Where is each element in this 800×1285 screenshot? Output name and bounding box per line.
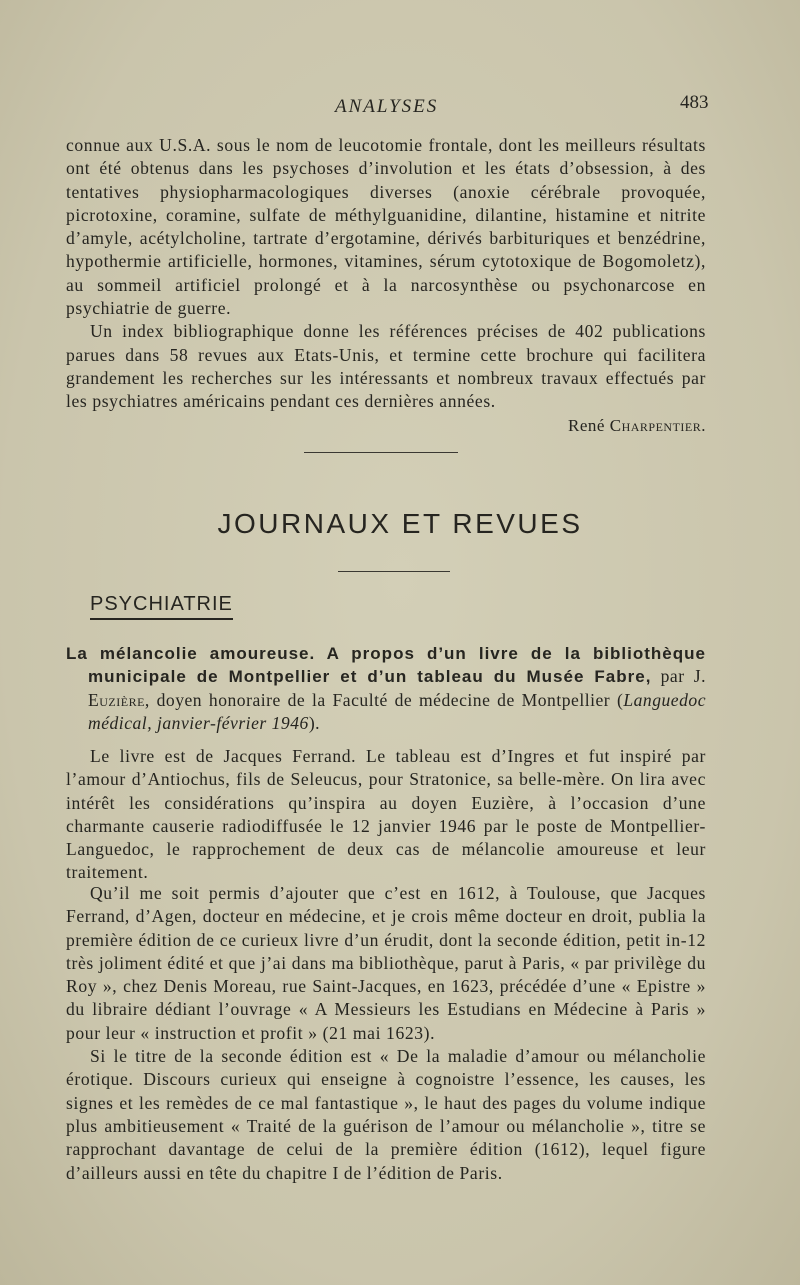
review-continued — [66, 134, 706, 437]
article-body — [66, 882, 706, 1185]
article-paragraph: Si le titre de la seconde édition est « De la maladie d’amour ou mélancholie érotique. Discours curieux qui enseigne à cognoistre l’essence, les causes, les signes et les remèdes de ce mal fantastique », le haut des pages du volume indique plus ambitieusement « Traité de la guérison de l’amour ou mélancholie », titre se rapprochant davantage de celui de la première édition (1612), lequel figure d’ailleurs aussi en tête du chapitre I de l’édition de Paris. — [66, 1046, 706, 1183]
signature-first-name: René — [568, 415, 605, 435]
divider-rule — [304, 452, 458, 453]
review-paragraph: connue aux U.S.A. sous le nom de leucotomie frontale, dont les meilleurs résultats ont été obtenus dans les psychoses d’involution et les états d’obsession, à des tentatives physiopharmacologiques diverses (anoxie cérébrale provoquée, picrotoxine, coramine, sulfate de méthylguanidine, dilantine, histamine et nitrite d’amyle, acétylcholine, tartrate d’ergotamine, dérivés barbituriques et benzédrine, hypothermie artificielle, hormones, vitamines, sérum cytotoxique de Bogomoletz), au sommeil artificiel prolongé et à la narcosynthèse ou psychonarcose en psychiatrie de guerre. — [66, 135, 706, 319]
review-signature — [66, 414, 706, 437]
article-paragraph: Le livre est de Jacques Ferrand. Le tableau est d’Ingres et fut inspiré par l’amour d’Antiochus, fils de Seleucus, pour Stratonice, sa belle-mère. On lira avec intérêt les considérations qu’inspira au doyen Euzière, à l’occasion d’une charmante causerie radiodiffusée le 12 janvier 1946 par le poste de Montpellier-Languedoc, le rapprochement de deux cas de mélancolie amoureuse et leur traitement. — [66, 746, 706, 883]
article-close: ). — [308, 712, 321, 733]
article-heading — [66, 642, 706, 735]
article-body — [66, 745, 706, 885]
review-paragraph: Un index bibliographique donne les références précises de 402 publications parues dans 58 revues aux Etats-Unis, et termine cette brochure qui facilitera grandement les recherches sur les intéressants et nombreux travaux effectués par les psychiatres américains pendant ces dernières années. — [66, 321, 706, 412]
article-affiliation: doyen honoraire de la Faculté de médecine de Montpellier ( — [156, 689, 624, 710]
running-head: ANALYSES — [335, 96, 439, 117]
article-author: J. Euzière, — [88, 666, 706, 710]
article-by: par — [660, 666, 685, 687]
page-number: 483 — [680, 92, 709, 113]
signature-last-name: Charpentier. — [609, 415, 706, 435]
section-title: JOURNAUX ET REVUES — [217, 508, 583, 539]
subsection-title: PSYCHIATRIE — [90, 593, 233, 620]
article-paragraph: Qu’il me soit permis d’ajouter que c’est en 1612, à Toulouse, que Jacques Ferrand, d’Agen, docteur en médecine, et je crois même docteur en droit, publia la première édition de ce curieux livre d’un érudit, dont la seconde édition, petit in-12 très joliment édité et que j’ai dans ma bibliothèque, parut à Paris, « par privilège du Roy », chez Denis Moreau, rue Saint-Jacques, en 1623, précédée d’une « Epistre » du libraire dédiant l’ouvrage « A Messieurs les Estudians en Médecine à Paris » pour leur « instruction et profit » (21 mai 1623). — [66, 883, 706, 1043]
article-title: La mélancolie amoureuse. A propos d’un livre de la bibliothèque municipale de Montpellier et d’un tableau du Musée Fabre, — [66, 644, 706, 687]
article-journal: Languedoc médical, janvier-février 1946 — [88, 689, 706, 733]
divider-rule — [338, 571, 450, 572]
